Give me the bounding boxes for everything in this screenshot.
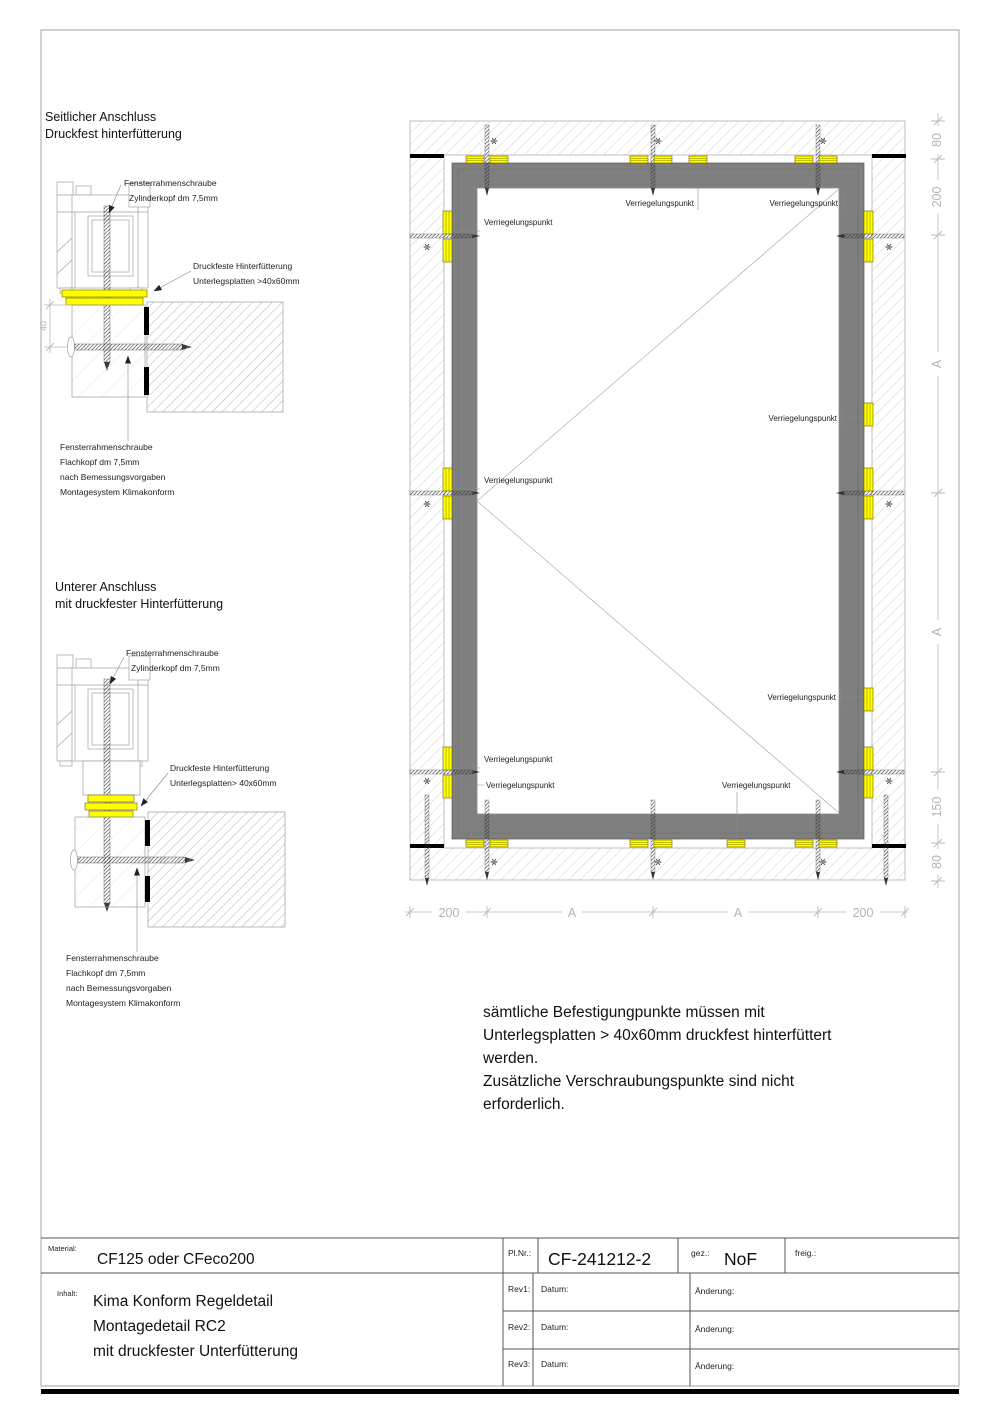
anchor-label-line4: Montagesystem Klimakonform: [60, 487, 175, 497]
lock-label-bottom-right: Verriegelungspunkt: [722, 781, 791, 790]
dim-right-A-upper: A: [930, 359, 944, 369]
lock-label-top-middle: Verriegelungspunkt: [625, 199, 694, 208]
screw-top-label-line2: Zylinderkopf dm 7,5mm: [129, 193, 218, 203]
dim-bottom-200-right: 200: [852, 906, 874, 920]
shim-label-line1: Druckfeste Hinterfütterung: [170, 763, 270, 773]
lock-label-top-right: Verriegelungspunkt: [769, 199, 838, 208]
dimension-chain-bottom: [405, 904, 909, 920]
shim-plates: [85, 795, 137, 817]
window-sash: [477, 188, 839, 814]
rev2-label: Rev2:: [508, 1322, 531, 1332]
plnr-value: CF-241212-2: [548, 1249, 652, 1269]
anchor-label-line2: Flachkopf dm 7,5mm: [66, 968, 146, 978]
shim-label-line2: Unterlegsplatten> 40x60mm: [170, 778, 277, 788]
note-line4: Zusätzliche Verschraubungspunkte sind nicht: [483, 1073, 795, 1090]
detail-side-title-line2: Druckfest hinterfütterung: [45, 127, 182, 141]
lock-label-right-upper: Verriegelungspunkt: [768, 414, 837, 423]
inhalt-line1: Kima Konform Regeldetail: [93, 1293, 274, 1310]
lock-label-right-lower: Verriegelungspunkt: [767, 693, 836, 702]
rev3-label: Rev3:: [508, 1359, 531, 1369]
inhalt-line2: Montagedetail RC2: [93, 1318, 226, 1335]
gez-label: gez.:: [691, 1248, 710, 1258]
screw-head: [71, 850, 78, 870]
note-line2: Unterlegsplatten > 40x60mm druckfest hinterfüttert: [483, 1027, 832, 1044]
anchor-label-line2: Flachkopf dm 7,5mm: [60, 457, 140, 467]
anchor-label-line3: nach Bemessungsvorgaben: [60, 472, 166, 482]
dimension-40: [39, 299, 73, 353]
dim-right-80-top: 80: [930, 133, 944, 147]
dim-bottom-200-left: 200: [438, 906, 460, 920]
rev1-datum-label: Datum:: [541, 1284, 569, 1294]
lock-label-bottom-left: Verriegelungspunkt: [486, 781, 555, 790]
title-block: [41, 1238, 959, 1386]
anchor-label-line1: Fensterrahmenschraube: [66, 953, 159, 963]
material-label: Material:: [48, 1244, 77, 1253]
lock-label-left-upper: Verriegelungspunkt: [484, 218, 553, 227]
rev3-datum-label: Datum:: [541, 1359, 569, 1369]
dim-right-A-lower: A: [930, 627, 944, 637]
rev2-datum-label: Datum:: [541, 1322, 569, 1332]
dim-bottom-A-left: A: [567, 906, 577, 920]
screw-top-label-line2: Zylinderkopf dm 7,5mm: [131, 663, 220, 673]
detail-bottom-title-line2: mit druckfester Hinterfütterung: [55, 597, 224, 611]
rev2-aenderung-label: Änderung:: [695, 1324, 735, 1334]
material-value: CF125 oder CFeco200: [97, 1251, 255, 1268]
note-line5: erforderlich.: [483, 1096, 565, 1113]
section-detail-side: [39, 110, 300, 497]
freig-label: freig.:: [795, 1248, 817, 1258]
screw-top-label-line1: Fensterrahmenschraube: [126, 648, 219, 658]
dim-40-label: 40: [38, 320, 49, 332]
dim-right-80-bottom: 80: [930, 855, 944, 869]
elevation-view: [405, 113, 945, 920]
lock-label-left-lower: Verriegelungspunkt: [484, 755, 553, 764]
rev3-aenderung-label: Änderung:: [695, 1361, 735, 1371]
note-line1: sämtliche Befestigungpunkte müssen mit: [483, 1004, 765, 1021]
detail-bottom-title-line1: Unterer Anschluss: [55, 580, 157, 594]
frame-extension: [83, 761, 140, 795]
lock-label-left-middle: Verriegelungspunkt: [484, 476, 553, 485]
shim-label-line2: Unterlegsplatten >40x60mm: [193, 276, 300, 286]
anchor-label-line4: Montagesystem Klimakonform: [66, 998, 181, 1008]
masonry-hatch: [147, 302, 283, 412]
plnr-label: Pl.Nr.:: [508, 1248, 532, 1258]
rev1-aenderung-label: Änderung:: [695, 1286, 735, 1296]
screw-top-label-line1: Fensterrahmenschraube: [124, 178, 217, 188]
shim-label-line1: Druckfeste Hinterfütterung: [193, 261, 293, 271]
note-line3: werden.: [483, 1050, 539, 1067]
inhalt-line3: mit druckfester Unterfütterung: [93, 1343, 299, 1360]
anchor-label-line1: Fensterrahmenschraube: [60, 442, 153, 452]
section-detail-bottom: [55, 580, 285, 1008]
dim-right-150: 150: [930, 796, 944, 818]
dim-right-200: 200: [930, 186, 944, 208]
inhalt-label: Inhalt:: [57, 1289, 78, 1298]
sheet-bottom-bar: [41, 1389, 959, 1394]
note-text: [482, 1004, 832, 1113]
anchor-label-line3: nach Bemessungsvorgaben: [66, 983, 172, 993]
gez-value: NoF: [724, 1249, 758, 1269]
masonry-hatch: [148, 812, 285, 927]
dim-bottom-A-right: A: [733, 906, 743, 920]
screw-head: [68, 337, 75, 357]
dimension-chain-right: [930, 113, 945, 888]
anchor-block: [72, 305, 145, 397]
rev1-label: Rev1:: [508, 1284, 531, 1294]
detail-side-title-line1: Seitlicher Anschluss: [45, 110, 157, 124]
